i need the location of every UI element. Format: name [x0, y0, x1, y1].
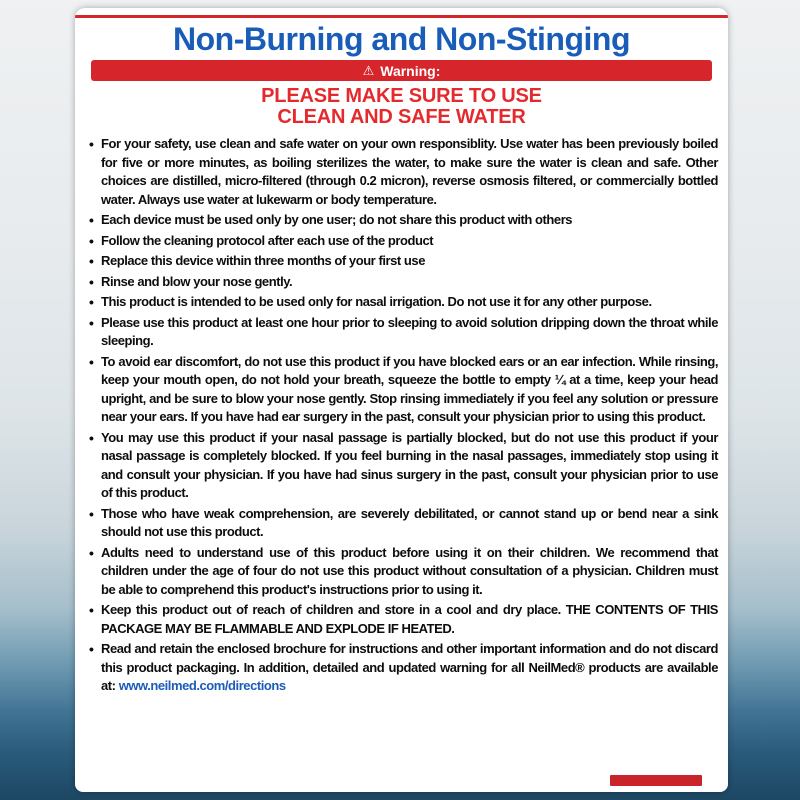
- warning-item: • For your safety, use clean and safe water on your own responsiblity. Use water has been previously boiled for five or more minutes, as boiling sterilizes the water, to make sure the water is clean and safe. Other choices are distilled, micro-filtered (through 0.2 micron), reverse osmosis filtered, or commercially bottled water. Always use water at lukewarm or body temperature.: [89, 135, 718, 209]
- warning-item: • Those who have weak comprehension, are severely debilitated, or cannot stand up or bend near a sink should not use this product.: [89, 505, 718, 542]
- warning-list: [75, 135, 728, 696]
- directions-link[interactable]: www.neilmed.com/directions: [118, 678, 286, 693]
- warning-item: • To avoid ear discomfort, do not use this product if you have blocked ears or an ear infection. While rinsing, keep your mouth open, do not hold your breath, squeeze the bottle to empty ¼ at a time, keep your head upright, and be sure to blow your nose gently. Stop rinsing immediately if you feel any solution or pressure near your ears. If you have had ear surgery in the past, consult your physician prior to using this product.: [89, 353, 718, 427]
- warning-item: • Rinse and blow your nose gently.: [89, 273, 718, 292]
- warning-item: • Keep this product out of reach of children and store in a cool and dry place. THE CONTENTS OF THIS PACKAGE MAY BE FLAMMABLE AND EXPLODE IF HEATED.: [89, 601, 718, 638]
- warning-bar-text: Warning:: [380, 62, 441, 79]
- water-safety-heading-line1: PLEASE MAKE SURE TO USE: [261, 85, 542, 107]
- product-warning-label: [75, 8, 728, 792]
- warning-item: [89, 640, 718, 696]
- warning-item: • Adults need to understand use of this product before using it on their children. We recommend that children under the age of four do not use this product without consultation of a physician. Children must be able to comprehend this product's instructions prior to using it.: [89, 544, 718, 600]
- warning-item: • This product is intended to be used only for nasal irrigation. Do not use it for any other purpose.: [89, 293, 718, 312]
- warning-item: • You may use this product if your nasal passage is partially blocked, but do not use this product if your nasal passage is completely blocked. If you feel burning in the nasal passages, immediately stop using it and consult your physician. If you have had sinus surgery in the past, consult your physician prior to use of this product.: [89, 429, 718, 503]
- footer-red-strip: [610, 775, 702, 786]
- warning-icon: ⚠: [362, 63, 375, 78]
- top-divider: [75, 15, 728, 18]
- warning-item: • Please use this product at least one hour prior to sleeping to avoid solution dripping down the throat while sleeping.: [89, 314, 718, 351]
- warning-item: • Follow the cleaning protocol after each use of the product: [89, 232, 718, 251]
- warning-item: • Replace this device within three months of your first use: [89, 252, 718, 271]
- warning-item-text: Read and retain the enclosed brochure for instructions and other important information and do not discard this product packaging. In addition, detailed and updated warning for all NeilMed® products are available at:: [101, 641, 718, 693]
- label-title: Non-Burning and Non-Stinging: [173, 21, 630, 57]
- water-safety-heading: [75, 86, 728, 128]
- water-safety-heading-line2: CLEAN AND SAFE WATER: [277, 106, 526, 128]
- warning-bar: [91, 60, 712, 81]
- warning-item: • Each device must be used only by one user; do not share this product with others: [89, 211, 718, 230]
